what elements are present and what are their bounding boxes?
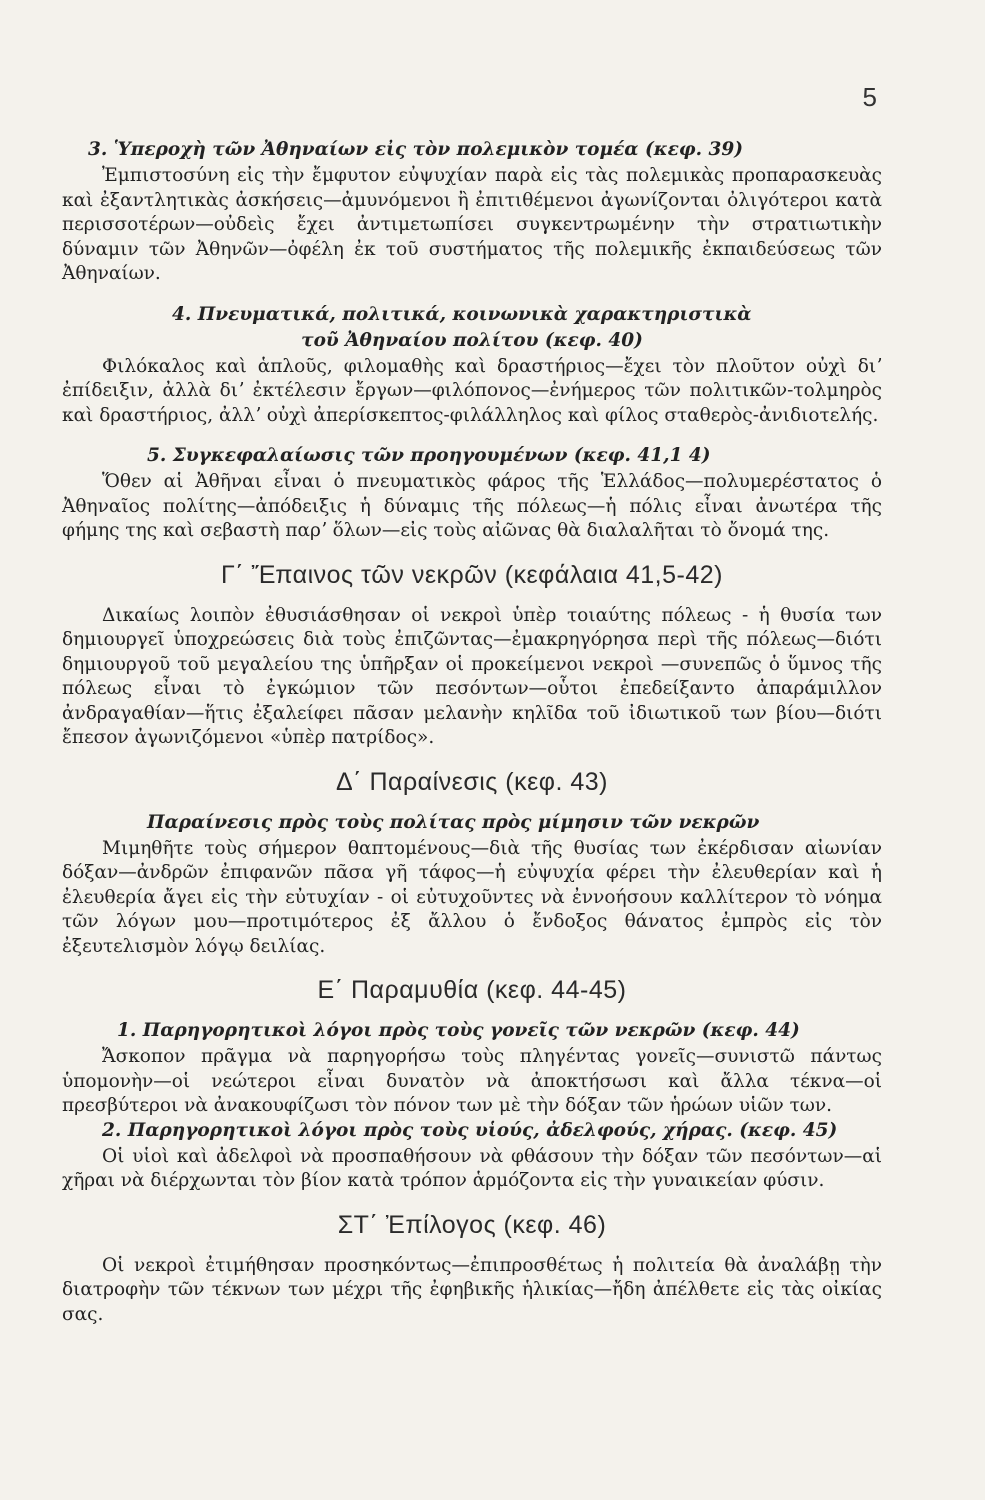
- chapter-d-subtitle: Παραίνεσις πρὸς τοὺς πολίτας πρὸς μίμησιν τῶν νεκρῶν: [147, 811, 760, 833]
- section-4-title-line1: 4. Πνευματικά, πολιτικά, κοινωνικὰ χαρακτηριστικὰ: [172, 303, 752, 325]
- chapter-st-heading: ΣΤ΄ Ἐπίλογος (κεφ. 46): [337, 1210, 607, 1239]
- chapter-g-text: Δικαίως λοιπὸν ἐθυσιάσθησαν οἱ νεκροὶ ὑπὲρ τοιαύτης πόλεως - ἡ θυσία των δημιουργεῖ ὑποχρεώσεις διὰ τοὺς ἐπιζῶντας—ἐμακρηγόρησα περὶ τῆς πόλεως—διότι δημιουργοῦ τοῦ μεγαλείου της ὑπῆρξαν οἱ προκείμενοι νεκροὶ —συνεπῶς ὁ ὕμνος τῆς πόλεως εἶναι τὸ ἐγκώμιον τῶν πεσόντων—οὗτοι ἐπεδείξαντο ἀπαράμιλλον ἀνδραγαθίαν—ἥτις ἐξαλείφει πᾶσαν μελανὴν κηλῖδα τοῦ ἰδιωτικοῦ των βίου—διότι ἔπεσον ἀγωνιζόμενοι «ὑπὲρ πατρίδος».: [62, 604, 882, 748]
- chapter-e-heading: Ε΄ Παραμυθία (κεφ. 44-45): [317, 976, 627, 1004]
- section-5-text: Ὅθεν αἱ Ἀθῆναι εἶναι ὁ πνευματικὸς φάρος τῆς Ἑλλάδος—πολυμερέστατος ὁ Ἀθηναῖος πολίτης—ἀπόδειξις ἡ δύναμις τῆς πόλεως—ἡ πόλις εἶναι ἀνωτέρα τῆς φήμης της καὶ σεβαστὴ παρʼ ὅλων—εἰς τοὺς αἰῶνας θὰ διαλαλῆται τὸ ὄνομά της.: [62, 471, 882, 541]
- chapter-g-heading: Γ΄ Ἔπαινος τῶν νεκρῶν (κεφάλαια 41,5-42): [221, 560, 723, 589]
- chapter-e-text-2: Οἱ υἱοὶ καὶ ἀδελφοὶ νὰ προσπαθήσουν νὰ φθάσουν τὴν δόξαν τῶν πεσόντων—αἱ χῆραι νὰ διέρχωνται τὸν βίον κατὰ τρόπον ἁρμόζοντα εἰς τὴν γυναικείαν φύσιν.: [62, 1145, 882, 1191]
- chapter-d-heading: Δ΄ Παραίνεσις (κεφ. 43): [335, 767, 609, 796]
- chapter-e-subtitle-2: 2. Παρηγορητικοὶ λόγοι πρὸς τοὺς υἱούς, ἀδελφούς, χήρας. (κεφ. 45): [102, 1119, 838, 1141]
- chapter-d-text: Μιμηθῆτε τοὺς σήμερον θαπτομένους—διὰ τῆς θυσίας των ἐκέρδισαν αἰωνίαν δόξαν—ἀνδρῶν ἐπιφανῶν πᾶσα γῆ τάφος—ἡ εὐψυχία φέρει τὴν ἐλευθερίαν καὶ ἡ ἐλευθερία ἄγει εἰς τὴν εὐτυχίαν - οἱ εὐτυχοῦντες νὰ ἐννοήσουν καλλίτερον τὸ νόημα τῶν λόγων μου—προτιμότερος ἐξ ἄλλου ὁ ἔνδοξος θάνατος ἐμπρὸς εἰς τὸν ἐξευτελισμὸν λόγῳ δειλίας.: [62, 837, 882, 957]
- chapter-e-subtitle-1: 1. Παρηγορητικοὶ λόγοι πρὸς τοὺς γονεῖς τῶν νεκρῶν (κεφ. 44): [117, 1020, 800, 1041]
- page-number: 5: [862, 82, 877, 112]
- section-4-text: Φιλόκαλος καὶ ἁπλοῦς, φιλομαθὴς καὶ δραστήριος—ἔχει τὸν πλοῦτον οὐχὶ διʼ ἐπίδειξιν, ἀλλὰ διʼ ἐκτέλεσιν ἔργων—φιλόπονος—ἐνήμερος τῶν πολιτικῶν-τολμηρὸς καὶ δραστήριος, ἀλλʼ οὐχὶ ἀπερίσκεπτος-φιλάλληλος καὶ φίλος σταθερὸς-ἀνιδιοτελής.: [62, 355, 882, 426]
- section-3-title: 3. Ὑπεροχὴ τῶν Ἀθηναίων εἰς τὸν πολεμικὸν τομέα (κεφ. 39): [88, 139, 743, 160]
- chapter-e-text-1: Ἄσκοπον πρᾶγμα νὰ παρηγορήσω τοὺς πληγέντας γονεῖς—συνιστῶ πάντως ὑπομονὴν—οἱ νεώτεροι εἶναι δυνατὸν νὰ ἀποκτήσωσι καὶ ἄλλα τέκνα—οἱ πρεσβύτεροι νὰ ἀνακουφίζωσι τὸν πόνον των μὲ τὴν δόξαν τῶν ἡρώων υἱῶν των.: [62, 1046, 882, 1116]
- page-content: [62, 138, 882, 1327]
- chapter-st-text: Οἱ νεκροὶ ἐτιμήθησαν προσηκόντως—ἐπιπροσθέτως ἡ πολιτεία θὰ ἀναλάβῃ τὴν διατροφὴν τῶν τέκνων των μέχρι τῆς ἐφηβικῆς ἡλικίας—ἤδη ἀπέλθετε εἰς τὰς οἰκίας σας.: [62, 1254, 882, 1325]
- section-5-title: 5. Συγκεφαλαίωσις τῶν προηγουμένων (κεφ. 41,1 4): [147, 445, 711, 466]
- section-4-title-line2: τοῦ Ἀθηναίου πολίτου (κεφ. 40): [301, 329, 643, 351]
- section-3-text: Ἐμπιστοσύνη εἰς τὴν ἔμφυτον εὐψυχίαν παρὰ εἰς τὰς πολεμικὰς προπαρασκευὰς καὶ ἐξαντλητικὰς ἀσκήσεις—ἀμυνόμενοι ἢ ἐπιτιθέμενοι ἀγωνίζονται ὀλιγότεροι κατὰ περισσοτέρων—οὐδεὶς ἔχει ἀντιμετωπίσει συγκεντρωμένην τὴν στρατιωτικὴν δύναμιν τῶν Ἀθηνῶν—ὀφέλη ἐκ τοῦ συστήματος τῆς πολεμικῆς ἐκπαιδεύσεως τῶν Ἀθηναίων.: [62, 165, 882, 284]
